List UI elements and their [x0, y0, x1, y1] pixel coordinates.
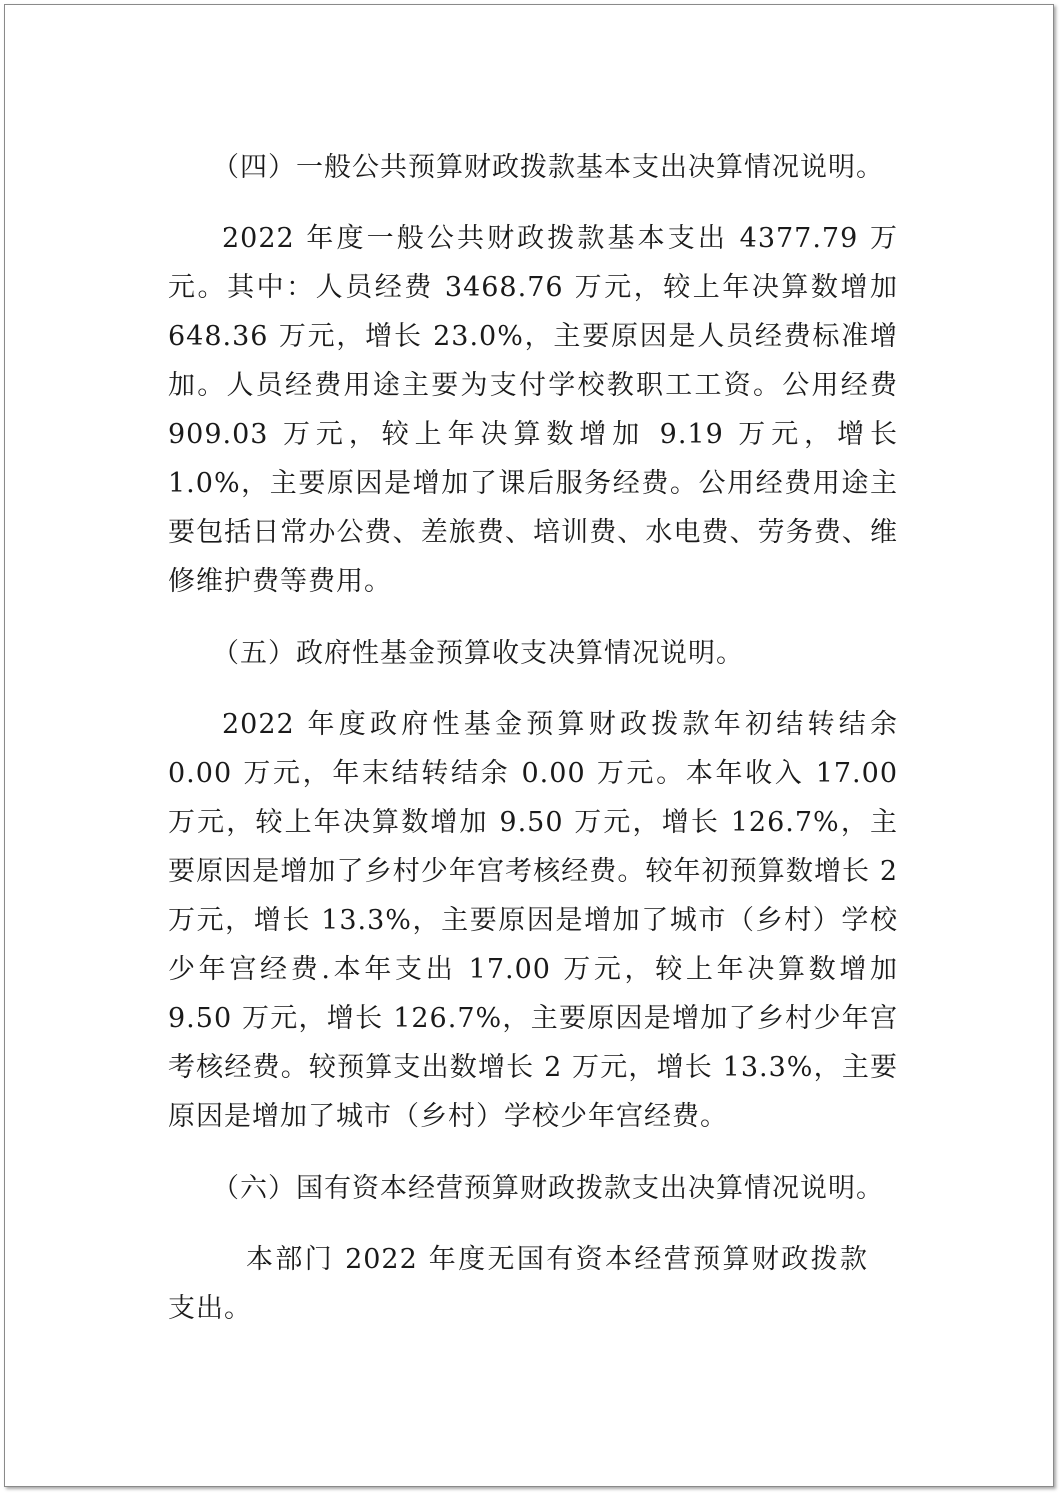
- section-body-4: 2022 年度一般公共财政拨款基本支出 4377.79 万元。其中：人员经费 3468.76 万元，较上年决算数增加 648.36 万元，增长 23.0%，主要原因是人员经费标准增加。人员经费用途主要为支付学校教职工工资。公用经费 909.03 万元，较上年决算数增加 9.19 万元，增长 1.0%，主要原因是增加了课后服务经费。公用经费用途主要包括日常办公费、差旅费、培训费、水电费、劳务费、维修维护费等费用。: [168, 223, 898, 597]
- document-content: [168, 143, 898, 1333]
- section-heading-4: （四）一般公共预算财政拨款基本支出决算情况说明。: [212, 152, 884, 183]
- section-heading-6: （六）国有资本经营预算财政拨款支出决算情况说明。: [212, 1173, 884, 1204]
- section-body-5: 2022 年度政府性基金预算财政拨款年初结转结余 0.00 万元，年末结转结余 0.00 万元。本年收入 17.00 万元，较上年决算数增加 9.50 万元，增长 126.7%，主要原因是增加了乡村少年宫考核经费。较年初预算数增长 2 万元，增长 13.3%，主要原因是增加了城市（乡村）学校少年宫经费.本年支出 17.00 万元，较上年决算数增加 9.50 万元，增长 126.7%，主要原因是增加了乡村少年宫考核经费。较预算支出数增长 2 万元，增长 13.3%，主要原因是增加了城市（乡村）学校少年宫经费。: [168, 709, 898, 1132]
- section-heading-5: （五）政府性基金预算收支决算情况说明。: [212, 638, 744, 669]
- document-page: [4, 4, 1054, 1487]
- section-body-6: 本部门 2022 年度无国有资本经营预算财政拨款支出。: [168, 1244, 868, 1324]
